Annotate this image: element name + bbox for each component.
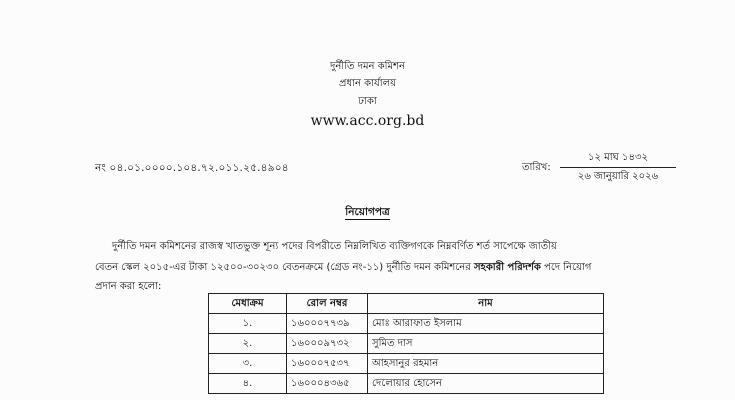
date-block bbox=[522, 151, 682, 191]
appointee-table bbox=[208, 293, 604, 394]
header-name: নাম bbox=[368, 294, 604, 314]
cell-name: আহসানুর রহমান bbox=[368, 354, 604, 374]
body-line-2-pre: বেতন স্কেল ২০১৫-এর টাকা ১২৫০০-৩০২৩০ বেতনক্রমে (গ্রেড নং-১১) দুর্নীতি দমন কমিশনের bbox=[95, 262, 474, 273]
header-roll: রোল নম্বর bbox=[287, 294, 368, 314]
memo-number: নং ০৪.০১.০০০০.১০৪.৭২.০১১.২৫.৪৯০৪ bbox=[95, 162, 289, 174]
date-english: ২৬ জানুয়ারি ২০২৬ bbox=[577, 171, 659, 182]
cell-roll: ১৬০০০৭৫৩৭ bbox=[287, 354, 368, 374]
date-divider bbox=[560, 167, 676, 168]
subject-text: নিয়োগপত্র bbox=[345, 206, 390, 218]
date-bangla: ১২ মাঘ ১৪৩২ bbox=[588, 152, 648, 163]
body-line-2-post: পদে নিয়োগ bbox=[540, 262, 592, 273]
org-name: দুর্নীতি দমন কমিশন bbox=[330, 61, 405, 72]
subject-heading bbox=[0, 205, 735, 219]
date-label: তারিখ: bbox=[522, 162, 551, 173]
cell-serial: ৩. bbox=[209, 354, 287, 374]
cell-name: মোঃ আরাফাত ইসলাম bbox=[368, 314, 604, 334]
cell-serial: ৪. bbox=[209, 374, 287, 394]
office-name: প্রধান কার্যালয় bbox=[338, 78, 396, 89]
cell-roll: ১৬০০০৪৩৬৫ bbox=[287, 374, 368, 394]
table-row bbox=[209, 374, 604, 394]
city-name: ঢাকা bbox=[358, 96, 377, 107]
body-line-2 bbox=[95, 261, 592, 275]
body-line-3: প্রদান করা হলো: bbox=[95, 281, 162, 292]
website-url: www.acc.org.bd bbox=[310, 113, 425, 129]
cell-serial: ১. bbox=[209, 314, 287, 334]
table-row bbox=[209, 354, 604, 374]
cell-serial: ২. bbox=[209, 334, 287, 354]
body-line-1: দুর্নীতি দমন কমিশনের রাজস্ব খাতভুক্ত শূন্য পদের বিপরীতে নিম্নলিখিত ব্যক্তিগণকে নিম্নবর্ণিত শর্ত সাপেক্ষে জাতীয় bbox=[112, 241, 557, 252]
cell-roll: ১৬০০০৯৭৩২ bbox=[287, 334, 368, 354]
table-header-row bbox=[209, 294, 604, 314]
table-row bbox=[209, 314, 604, 334]
cell-name: সুমিত দাস bbox=[368, 334, 604, 354]
cell-name: দেলোয়ার হোসেন bbox=[368, 374, 604, 394]
table-row bbox=[209, 334, 604, 354]
post-title: সহকারী পরিদর্শক bbox=[473, 262, 541, 273]
header-serial: মেধাক্রম bbox=[209, 294, 287, 314]
cell-roll: ১৬০০০৭৭৩৯ bbox=[287, 314, 368, 334]
